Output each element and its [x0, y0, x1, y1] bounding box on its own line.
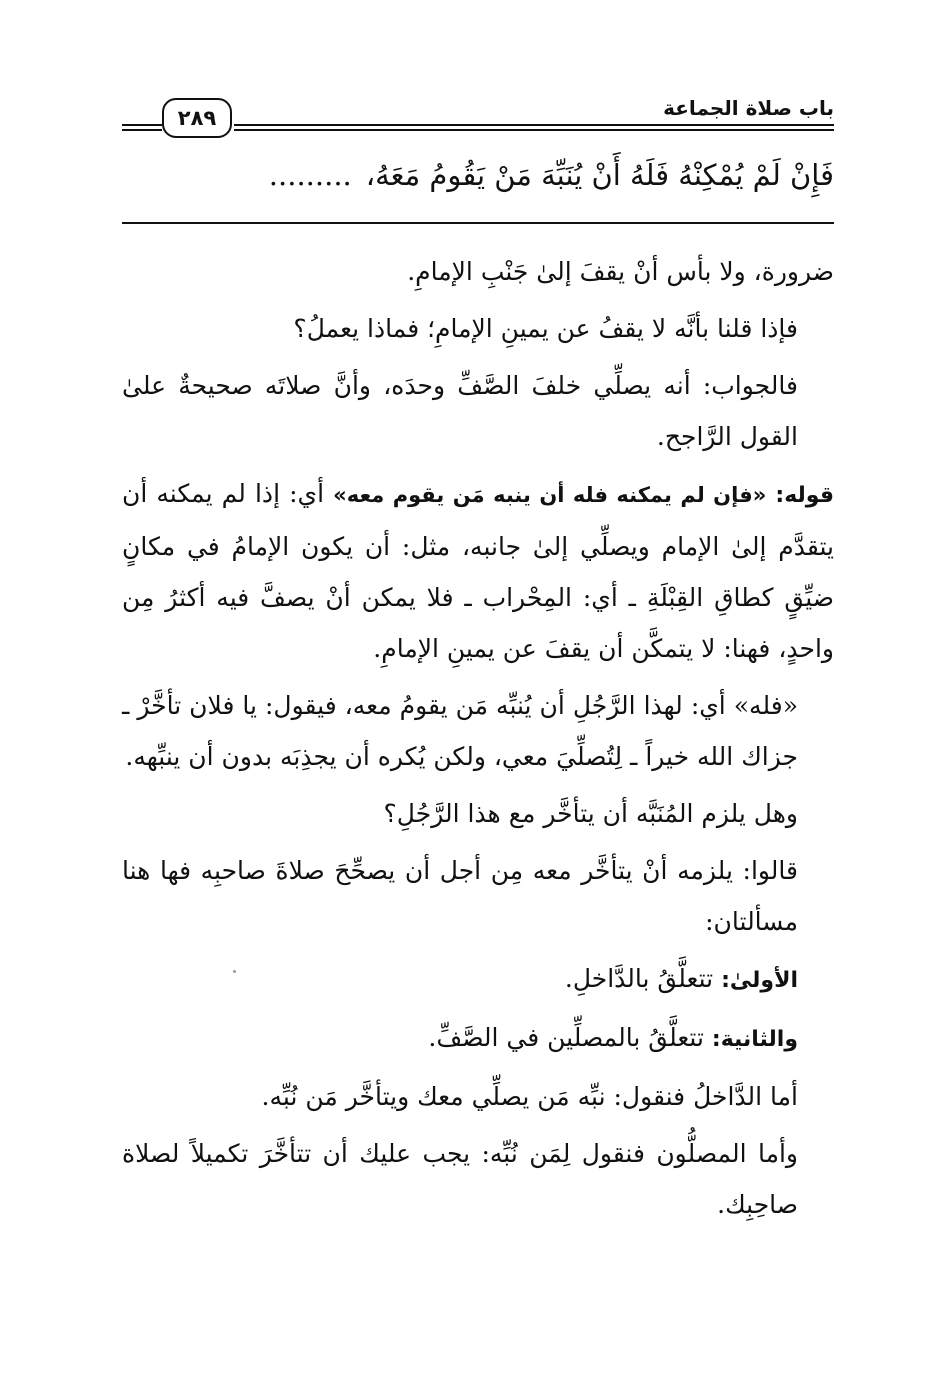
paragraph: وهل يلزم المُنَبَّه أن يتأخَّر مع هذا الرَّجُلِ؟	[383, 799, 798, 828]
page-header	[122, 92, 834, 148]
paragraph	[122, 468, 834, 674]
paragraph: ضرورة، ولا بأس أنْ يقفَ إلىٰ جَنْبِ الإمامِ.	[407, 257, 834, 286]
scan-speck	[233, 970, 236, 973]
paragraph-lead: والثانية:	[711, 1027, 798, 1052]
page-number: ٢٨٩	[162, 98, 232, 138]
paragraph-lead: الأولىٰ:	[721, 968, 798, 993]
paragraph: «فله» أي: لهذا الرَّجُلِ أن يُنبِّه مَن يقومُ معه، فيقول: يا فلان تأخَّرْ ـ جزاك الله خيراً ـ لِتُصلِّيَ معي، ولكن يُكره أن يجذِبَه بدون أن ينبِّهه.	[122, 691, 798, 771]
matn-quote: «فإن لم يمكنه فله أن ينبه مَن يقوم معه»	[333, 483, 767, 507]
matn-line	[114, 158, 834, 192]
paragraph-lead: قوله:	[775, 483, 834, 508]
header-rule	[234, 124, 834, 126]
paragraph: فإذا قلنا بأنَّه لا يقفُ عن يمينِ الإمامِ؛ فماذا يعملُ؟	[293, 314, 798, 343]
matn-separator	[122, 222, 834, 224]
paragraph	[122, 1012, 834, 1065]
paragraph-text: أي: إذا لم يمكنه أن يتقدَّم إلىٰ الإمام ويصلِّي إلىٰ جانبه، مثل: أن يكون الإمامُ في مكانٍ ضيِّقٍ كطاقِ القِبْلَةِ ـ أي: المِحْراب ـ فلا يمكن أنْ يصفَّ فيه أكثرُ مِن واحدٍ، فهنا: لا يتمكَّن أن يقفَ عن يمينِ الإمامِ.	[122, 479, 834, 663]
paragraph-text: تتعلَّقُ بالدَّاخلِ.	[564, 964, 714, 993]
matn-text: فَإِنْ لَمْ يُمْكِنْهُ فَلَهُ أَنْ يُنَبِّهَ مَنْ يَقُومُ مَعَهُ،	[365, 158, 834, 192]
paragraph-text: تتعلَّقُ بالمصلِّين في الصَّفِّ.	[428, 1023, 704, 1052]
commentary-text	[122, 246, 834, 1236]
header-rule	[234, 129, 834, 131]
paragraph	[122, 953, 834, 1006]
header-rule	[122, 124, 162, 126]
paragraph: وأما المصلُّون فنقول لِمَن نُبِّه: يجب عليك أن تتأخَّرَ تكميلاً لصلاة صاحِبِك.	[122, 1139, 798, 1219]
matn-dots: .........	[268, 158, 352, 192]
chapter-title: باب صلاة الجماعة	[663, 96, 834, 120]
paragraph: قالوا: يلزمه أنْ يتأخَّر معه مِن أجل أن يصحِّحَ صلاةَ صاحبِه فها هنا مسألتان:	[122, 856, 798, 936]
header-rule	[122, 129, 162, 131]
paragraph: فالجواب: أنه يصلِّي خلفَ الصَّفِّ وحدَه، وأنَّ صلاتَه صحيحةٌ علىٰ القول الرَّاجح.	[122, 371, 798, 451]
paragraph: أما الدَّاخلُ فنقول: نبِّه مَن يصلِّي معك ويتأخَّر مَن نُبِّه.	[261, 1082, 798, 1111]
